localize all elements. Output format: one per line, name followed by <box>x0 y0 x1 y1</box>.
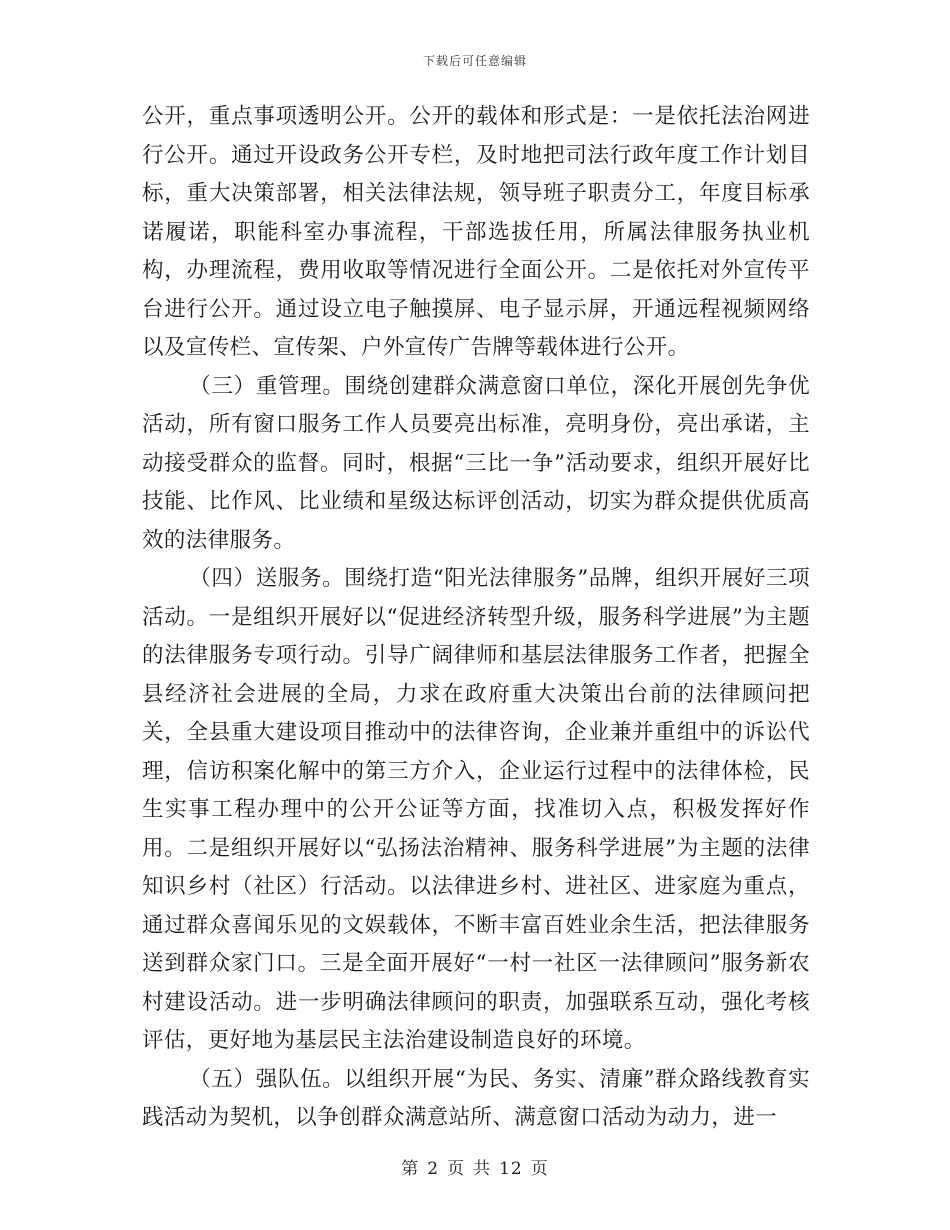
footer-page-number: 2 <box>427 1159 440 1179</box>
document-body <box>142 98 810 1138</box>
page-header: 下载后可任意编辑 <box>422 54 527 68</box>
footer-total-pages: 12 <box>499 1159 523 1179</box>
paragraph-1: 公开，重点事项透明公开。公开的载体和形式是：一是依托法治网进行公开。通过开设政务公开专栏，及时地把司法行政年度工作计划目标，重大决策部署，相关法律法规，领导班子职责分工，年度目标承诺履诺，职能科室办事流程，干部选拔任用，所属法律服务执业机构，办理流程，费用收取等情况进行全面公开。二是依托对外宣传平台进行公开。通过设立电子触摸屏、电子显示屏，开通远程视频网络以及宣传栏、宣传架、户外宣传广告牌等载体进行公开。 <box>142 104 810 360</box>
footer-suffix: 页 <box>530 1159 549 1179</box>
footer-total-prefix: 共 <box>473 1159 492 1179</box>
paragraph-2: （三）重管理。围绕创建群众满意窗口单位，深化开展创先争优活动，所有窗口服务工作人员要亮出标准，亮明身份，亮出承诺，主动接受群众的监督。同时，根据“三比一争”活动要求，组织开展好比技能、比作风、比业绩和星级达标评创活动，切实为群众提供优质高效的法律服务。 <box>142 373 810 553</box>
footer-page-word: 页 <box>447 1159 466 1179</box>
page-footer <box>0 1154 950 1179</box>
paragraph-4: （五）强队伍。以组织开展“为民、务实、清廉”群众路线教育实践活动为契机，以争创群众满意站所、满意窗口活动为动力，进一 <box>142 1066 810 1130</box>
paragraph-3: （四）送服务。围绕打造“阳光法律服务”品牌，组织开展好三项活动。一是组织开展好以“促进经济转型升级，服务科学进展”为主题的法律服务专项行动。引导广阔律师和基层法律服务工作者，把握全县经济社会进展的全局，力求在政府重大决策出台前的法律顾问把关，全县重大建设项目推动中的法律咨询，企业兼并重组中的诉讼代理，信访积案化解中的第三方介入，企业运行过程中的法律体检，民生实事工程办理中的公开公证等方面，找准切入点，积极发挥好作用。二是组织开展好以“弘扬法治精神、服务科学进展”为主题的法律知识乡村（社区）行活动。以法律进乡村、进社区、进家庭为重点，通过群众喜闻乐见的文娱载体，不断丰富百姓业余生活，把法律服务送到群众家门口。三是全面开展好“一村一社区一法律顾问”服务新农村建设活动。进一步明确法律顾问的职责，加强联系互动，强化考核评估，更好地为基层民主法治建设制造良好的环境。 <box>142 566 810 1053</box>
footer-prefix: 第 <box>401 1159 420 1179</box>
